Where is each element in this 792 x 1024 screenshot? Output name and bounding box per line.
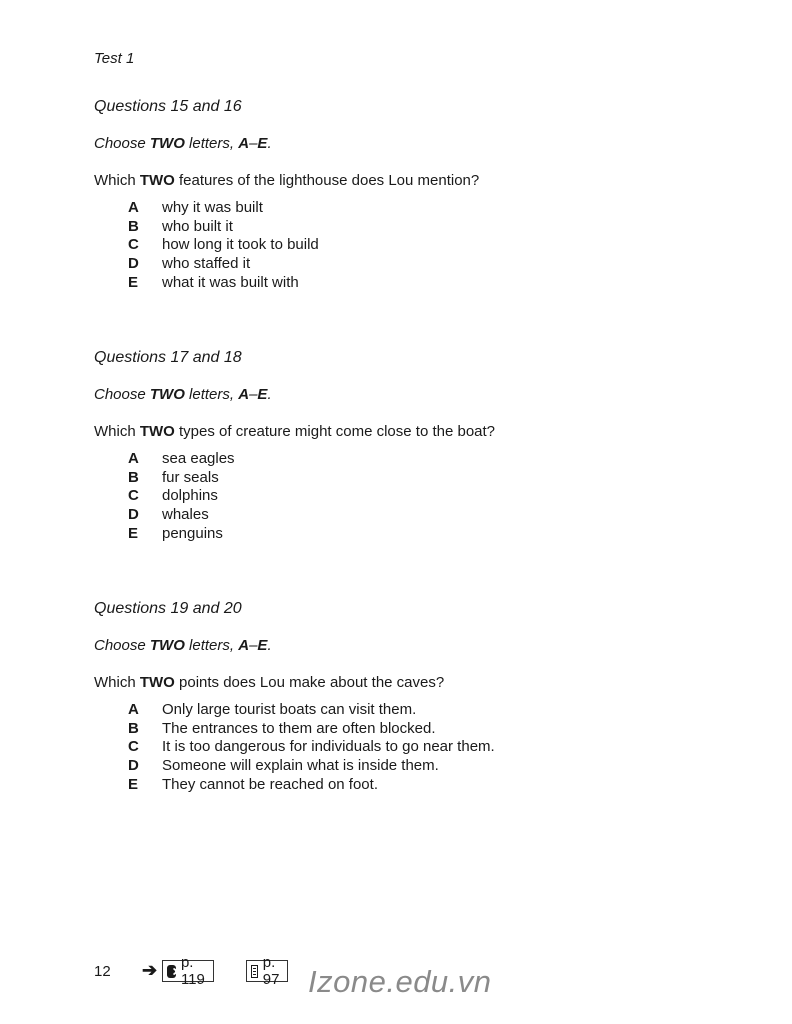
list-item — [128, 720, 495, 739]
instruction: Choose TWO letters, A–E. — [94, 386, 272, 403]
list-item — [128, 469, 235, 488]
option-text: penguins — [162, 524, 223, 542]
option-letter: D — [128, 506, 139, 524]
list-item — [128, 506, 235, 525]
instruction: Choose TWO letters, A–E. — [94, 135, 272, 152]
option-letter: C — [128, 236, 139, 254]
instruction: Choose TWO letters, A–E. — [94, 637, 272, 654]
list-item — [128, 525, 235, 544]
question-text: Which TWO types of creature might come close to the boat? — [94, 423, 496, 440]
option-text: what it was built with — [162, 273, 299, 291]
section-heading: Questions 17 and 18 — [94, 349, 242, 366]
option-letter: D — [128, 255, 139, 273]
options-list — [128, 199, 319, 292]
option-text: They cannot be reached on foot. — [162, 775, 378, 793]
question-text: Which TWO points does Lou make about the caves? — [94, 674, 445, 691]
page-number: 12 — [94, 963, 111, 980]
option-letter: B — [128, 719, 139, 737]
option-letter: C — [128, 738, 139, 756]
list-item — [128, 776, 495, 795]
list-item — [128, 218, 319, 237]
list-item — [128, 450, 235, 469]
option-letter: B — [128, 468, 139, 486]
list-item — [128, 701, 495, 720]
option-text: Someone will explain what is inside them. — [162, 757, 439, 775]
list-item — [128, 274, 319, 293]
list-item — [128, 757, 495, 776]
document-icon — [251, 965, 258, 978]
option-text: how long it took to build — [162, 236, 319, 254]
listening-icon — [167, 965, 176, 978]
question-text: Which TWO features of the lighthouse does Lou mention? — [94, 172, 480, 189]
arrow-right-icon: ➔ — [142, 960, 158, 980]
section-heading: Questions 15 and 16 — [94, 98, 242, 115]
transcript-page-label: p. 97 — [262, 954, 280, 988]
option-text: who staffed it — [162, 255, 251, 273]
option-text: fur seals — [162, 468, 219, 486]
option-letter: E — [128, 524, 139, 542]
options-list — [128, 701, 495, 794]
option-text: Only large tourist boats can visit them. — [162, 701, 417, 718]
options-list — [128, 450, 235, 543]
option-text: who built it — [162, 217, 233, 235]
transcript-page-reference[interactable] — [246, 954, 288, 988]
list-item — [128, 236, 319, 255]
option-letter: A — [128, 701, 139, 718]
list-item — [128, 738, 495, 757]
test-title: Test 1 — [94, 50, 135, 67]
option-text: whales — [162, 506, 209, 524]
option-text: dolphins — [162, 487, 218, 505]
list-item — [128, 255, 319, 274]
option-text: why it was built — [162, 199, 263, 216]
option-text: sea eagles — [162, 450, 235, 467]
option-letter: E — [128, 775, 139, 793]
option-text: It is too dangerous for individuals to go near them. — [162, 738, 495, 756]
listening-page-reference[interactable] — [162, 954, 214, 988]
option-letter: B — [128, 217, 139, 235]
list-item — [128, 199, 319, 218]
watermark: Izone.edu.vn — [308, 964, 492, 999]
option-letter: C — [128, 487, 139, 505]
option-text: The entrances to them are often blocked. — [162, 719, 436, 737]
option-letter: A — [128, 199, 139, 216]
list-item — [128, 487, 235, 506]
option-letter: E — [128, 273, 139, 291]
option-letter: A — [128, 450, 139, 467]
listening-page-label: p. 119 — [180, 954, 205, 988]
option-letter: D — [128, 757, 139, 775]
section-heading: Questions 19 and 20 — [94, 600, 242, 617]
